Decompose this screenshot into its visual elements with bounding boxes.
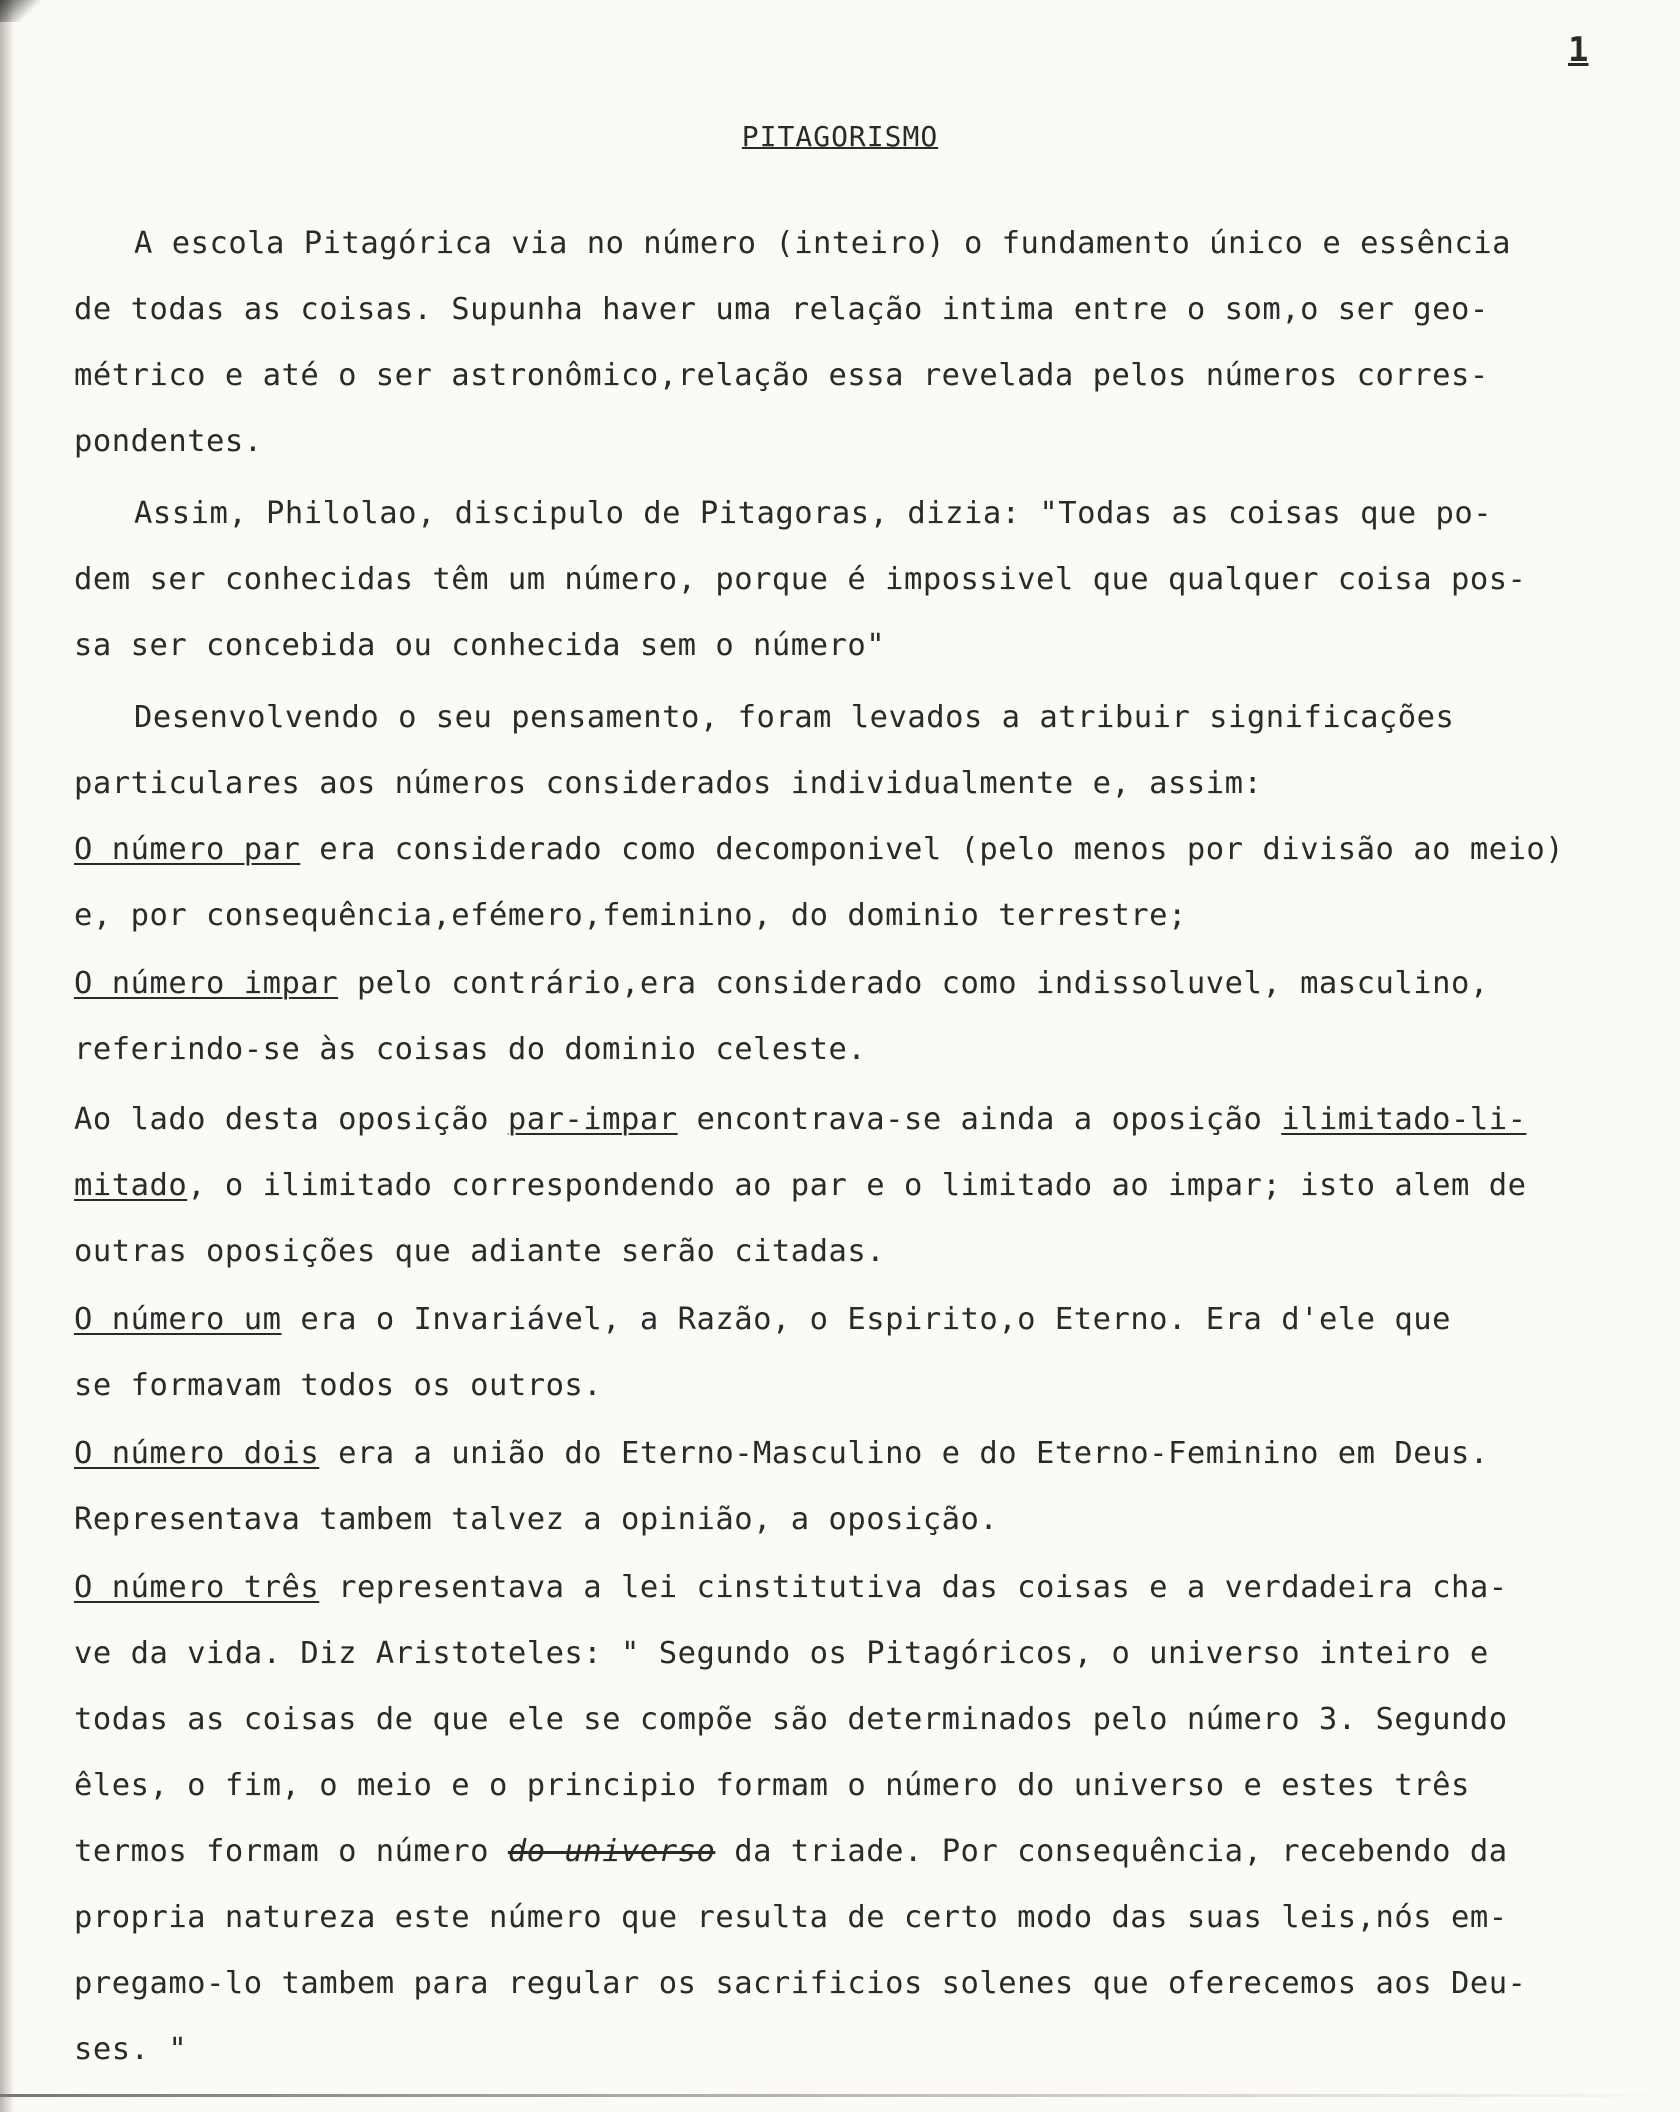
text-line: A escola Pitagórica via no número (inteiro) o fundamento único e essência (134, 226, 1511, 261)
underlined-term: ilimitado-li- (1281, 1102, 1527, 1137)
text-line: termos formam o número do universo da triade. Por consequência, recebendo da (74, 1834, 1508, 1869)
text-line: êles, o fim, o meio e o principio formam o número do universo e estes três (74, 1768, 1470, 1803)
underlined-term: O número impar (74, 966, 339, 1001)
text-line: pondentes. (74, 424, 263, 459)
text-line: Assim, Philolao, discipulo de Pitagoras, dizia: "Todas as coisas que po- (134, 496, 1493, 531)
corner-smudge (0, 0, 40, 22)
underlined-term: par-impar (507, 1102, 678, 1137)
text-line: se formavam todos os outros. (74, 1368, 603, 1403)
text-line: Desenvolvendo o seu pensamento, foram levados a atribuir significações (134, 700, 1455, 735)
text-line: Ao lado desta oposição par-impar encontrava-se ainda a oposição ilimitado-li- (74, 1102, 1527, 1137)
text-line: Representava tambem talvez a opinião, a oposição. (74, 1502, 999, 1537)
text-line: outras oposições que adiante serão citadas. (74, 1234, 886, 1269)
text-line: ve da vida. Diz Aristoteles: " Segundo os Pitagóricos, o universo inteiro e (74, 1636, 1489, 1671)
underlined-term: mitado (74, 1168, 188, 1203)
text-line: pregamo-lo tambem para regular os sacrificios solenes que oferecemos aos Deu- (74, 1966, 1527, 2001)
underlined-term: O número três (74, 1570, 320, 1605)
text-line: referindo-se às coisas do dominio celeste. (74, 1032, 867, 1067)
text-line: propria natureza este número que resulta de certo modo das suas leis,nós em- (74, 1900, 1508, 1935)
text-line: métrico e até o ser astronômico,relação essa revelada pelos números corres- (74, 358, 1489, 393)
underlined-term: O número par (74, 832, 301, 867)
text-line: sa ser concebida ou conhecida sem o número" (74, 628, 886, 663)
underlined-term: O número um (74, 1302, 282, 1337)
text-line: dem ser conhecidas têm um número, porque é impossivel que qualquer coisa pos- (74, 562, 1527, 597)
document-title: PITAGORISMO (741, 120, 939, 153)
text-line: de todas as coisas. Supunha haver uma relação intima entre o som,o ser geo- (74, 292, 1489, 327)
text-line: O número par era considerado como decomponivel (pelo menos por divisão ao meio) (74, 832, 1565, 867)
text-line: O número dois era a união do Eterno-Masculino e do Eterno-Feminino em Deus. (74, 1436, 1489, 1471)
text-line: e, por consequência,efémero,feminino, do dominio terrestre; (74, 898, 1187, 933)
struck-out-text: do universo (507, 1834, 716, 1869)
text-line: O número três representava a lei cinstitutiva das coisas e a verdadeira cha- (74, 1570, 1508, 1605)
text-line: particulares aos números considerados individualmente e, assim: (74, 766, 1263, 801)
text-line: todas as coisas de que ele se compõe são determinados pelo número 3. Segundo (74, 1702, 1508, 1737)
text-line: mitado, o ilimitado correspondendo ao par e o limitado ao impar; isto alem de (74, 1168, 1527, 1203)
page-edge-shadow (0, 0, 14, 2112)
underlined-term: O número dois (74, 1436, 320, 1471)
page-number: 1 (1568, 30, 1589, 70)
text-line: O número impar pelo contrário,era considerado como indissoluvel, masculino, (74, 966, 1489, 1001)
text-line: ses. " (74, 2032, 188, 2067)
text-line: O número um era o Invariável, a Razão, o Espirito,o Eterno. Era d'ele que (74, 1302, 1451, 1337)
page-bottom-edge (0, 2094, 1680, 2097)
